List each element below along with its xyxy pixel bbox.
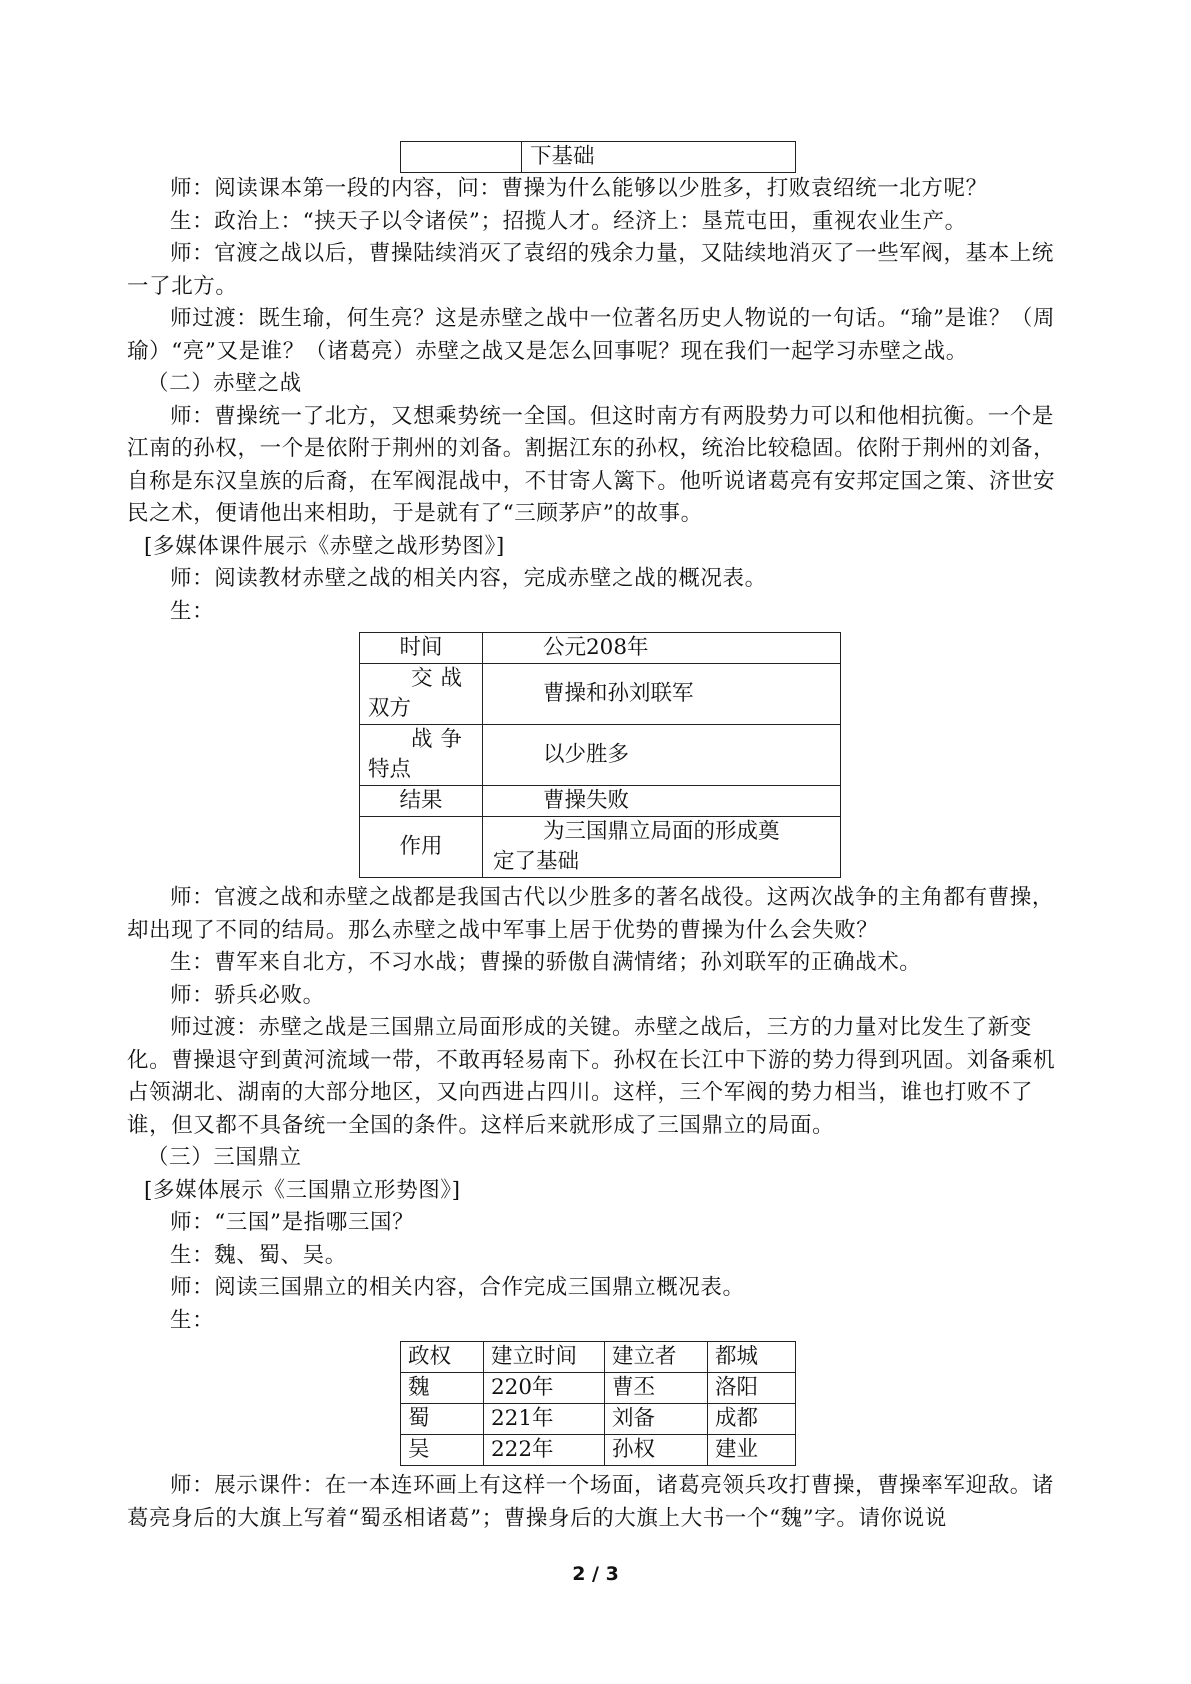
- paragraph: [多媒体展示《三国鼎立形势图》]: [144, 1177, 461, 1203]
- section-heading: （三）三国鼎立: [147, 1145, 302, 1170]
- cell-line: 为三国鼎立局面的形成奠: [543, 819, 780, 844]
- paragraph: 师：阅读课本第一段的内容，问：曹操为什么能够以少胜多，打败袁绍统一北方呢？: [170, 176, 988, 201]
- paragraph: 生：: [170, 1307, 215, 1333]
- table-header-cell: 建立者: [605, 1342, 708, 1373]
- table-cell: 以少胜多: [483, 725, 841, 786]
- table-row: [360, 633, 841, 664]
- paragraph: 生：曹军来自北方，不习水战；曹操的骄傲自满情绪；孙刘联军的正确战术。: [170, 950, 922, 975]
- table-row: [360, 786, 841, 817]
- paragraph: 师：阅读教材赤壁之战的相关内容，完成赤壁之战的概况表。: [170, 566, 767, 591]
- section-heading: （二）赤壁之战: [147, 371, 302, 396]
- paragraph: 师：曹操统一了北方，又想乘势统一全国。但这时南方有两股势力可以和他相抗衡。一个是江南的孙权，一个是依附于荆州的刘备。割据江东的孙权，统治比较稳固。依附于荆州的刘备，自称是东汉皇族的后裔，在军阀混战中，不甘寄人篱下。他听说诸葛亮有安邦定国之策、济世安民之术，便请他出来相助，于是就有了“三顾茅庐”的故事。: [127, 403, 1056, 526]
- cell-line: 定了基础: [493, 849, 580, 874]
- table-cell: [401, 142, 522, 173]
- table-row: [401, 1404, 796, 1435]
- table-cell: 吴: [401, 1435, 484, 1466]
- page-content: [127, 141, 1074, 1535]
- table-cell: 曹操和孙刘联军: [483, 664, 841, 725]
- table-row: [401, 1435, 796, 1466]
- paragraph: [多媒体课件展示《赤壁之战形势图》]: [144, 533, 505, 559]
- cell-line: 双方: [368, 696, 412, 721]
- cell-line: 战争: [410, 727, 470, 752]
- paragraph: 师：“三国”是指哪三国？: [170, 1210, 415, 1235]
- paragraph: 师过渡：既生瑜，何生亮？这是赤壁之战中一位著名历史人物说的一句话。“瑜”是谁？（周瑜）“亮”又是谁？（诸葛亮）赤壁之战又是怎么回事呢？现在我们一起学习赤壁之战。: [127, 306, 1056, 364]
- table-cell: 成都: [708, 1404, 796, 1435]
- table-cell: 蜀: [401, 1404, 484, 1435]
- table-header-cell: 都城: [708, 1342, 796, 1373]
- paragraph: 师：阅读三国鼎立的相关内容，合作完成三国鼎立概况表。: [170, 1275, 745, 1300]
- table-row: [360, 817, 841, 878]
- table-cell: 时间: [360, 633, 483, 664]
- table-header-cell: 政权: [401, 1342, 484, 1373]
- table-cell: [483, 817, 841, 878]
- paragraph: 生：: [170, 598, 215, 624]
- table-row: [401, 142, 796, 173]
- table-row: [360, 664, 841, 725]
- paragraph: 生：政治上：“挟天子以令诸侯”；招揽人才。经济上：垦荒屯田，重视农业生产。: [170, 208, 967, 234]
- table-cell: 孙权: [605, 1435, 708, 1466]
- three-kingdoms-table: [400, 1341, 796, 1466]
- table-cell: 222年: [484, 1435, 605, 1466]
- paragraph: 师过渡：赤壁之战是三国鼎立局面形成的关键。赤壁之战后，三方的力量对比发生了新变化。曹操退守到黄河流域一带，不敢再轻易南下。孙权在长江中下游的势力得到巩固。刘备乘机占领湖北、湖南的大部分地区，又向西进占四川。这样，三个军阀的势力相当，谁也打败不了谁，但又都不具备统一全国的条件。这样后来就形成了三国鼎立的局面。: [127, 1015, 1056, 1138]
- table-cell: 220年: [484, 1373, 605, 1404]
- paragraph: 师：官渡之战和赤壁之战都是我国古代以少胜多的著名战役。这两次战争的主角都有曹操，却出现了不同的结局。那么赤壁之战中军事上居于优势的曹操为什么会失败？: [127, 885, 1055, 943]
- table-cell: 刘备: [605, 1404, 708, 1435]
- table-cell: 曹操失败: [483, 786, 841, 817]
- table-cell: [360, 664, 483, 725]
- table-cell: 建业: [708, 1435, 796, 1466]
- table-cell: [360, 725, 483, 786]
- cell-line: 交战: [410, 666, 470, 691]
- cell-line: 特点: [368, 757, 412, 782]
- table-cell: 魏: [401, 1373, 484, 1404]
- table-header-cell: 建立时间: [484, 1342, 605, 1373]
- chibi-summary-table: [359, 632, 841, 878]
- table-cell: 下基础: [522, 142, 796, 173]
- table-cell: 结果: [360, 786, 483, 817]
- table-header-row: [401, 1342, 796, 1373]
- paragraph: 生：魏、蜀、吴。: [170, 1242, 347, 1268]
- table-row: [401, 1373, 796, 1404]
- table-cell: 作用: [360, 817, 483, 878]
- carryover-table: [400, 141, 796, 173]
- table-cell: 221年: [484, 1404, 605, 1435]
- paragraph: 师：展示课件：在一本连环画上有这样一个场面，诸葛亮领兵攻打曹操，曹操率军迎敌。诸葛亮身后的大旗上写着“蜀丞相诸葛”；曹操身后的大旗上大书一个“魏”字。请你说说: [127, 1473, 1055, 1531]
- table-row: [360, 725, 841, 786]
- table-cell: 曹丕: [605, 1373, 708, 1404]
- page-number: 2 / 3: [572, 1563, 619, 1585]
- paragraph: 师：骄兵必败。: [170, 982, 325, 1008]
- table-cell: 公元208年: [483, 633, 841, 664]
- table-cell: 洛阳: [708, 1373, 796, 1404]
- paragraph: 师：官渡之战以后，曹操陆续消灭了袁绍的残余力量，又陆续地消灭了一些军阀，基本上统一了北方。: [127, 241, 1055, 299]
